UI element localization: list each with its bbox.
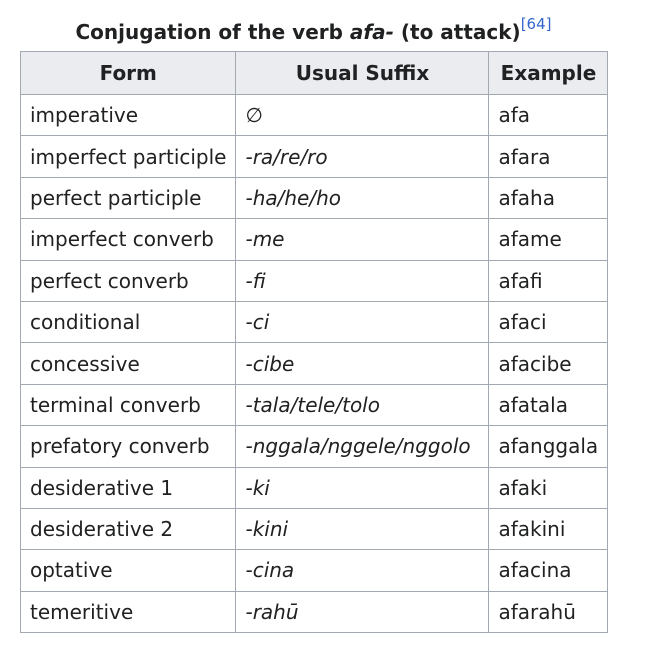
table-row bbox=[21, 384, 608, 425]
suffix-cell: -rahū bbox=[236, 591, 489, 632]
example-cell: afakini bbox=[489, 508, 608, 549]
table-row bbox=[21, 301, 608, 342]
suffix-cell: ∅ bbox=[236, 95, 489, 136]
example-cell: afafi bbox=[489, 260, 608, 301]
example-cell: afame bbox=[489, 219, 608, 260]
caption-prefix: Conjugation of the verb bbox=[75, 20, 350, 44]
table-row bbox=[21, 219, 608, 260]
suffix-cell: -ra/re/ro bbox=[236, 136, 489, 177]
example-cell: afaci bbox=[489, 301, 608, 342]
example-cell: afanggala bbox=[489, 426, 608, 467]
form-cell: concessive bbox=[21, 343, 236, 384]
suffix-cell: -tala/tele/tolo bbox=[236, 384, 489, 425]
table-row bbox=[21, 177, 608, 218]
form-cell: conditional bbox=[21, 301, 236, 342]
table-row bbox=[21, 591, 608, 632]
suffix-cell: -ki bbox=[236, 467, 489, 508]
caption-verb: afa- bbox=[349, 20, 394, 44]
table-row bbox=[21, 136, 608, 177]
example-cell: afacibe bbox=[489, 343, 608, 384]
header-usual-suffix: Usual Suffix bbox=[236, 52, 489, 95]
example-cell: afarahū bbox=[489, 591, 608, 632]
suffix-cell: -ci bbox=[236, 301, 489, 342]
form-cell: imperfect converb bbox=[21, 219, 236, 260]
caption-suffix: (to attack) bbox=[393, 20, 521, 44]
suffix-cell: -cibe bbox=[236, 343, 489, 384]
table-row bbox=[21, 550, 608, 591]
example-cell: afaki bbox=[489, 467, 608, 508]
form-cell: terminal converb bbox=[21, 384, 236, 425]
example-cell: afa bbox=[489, 95, 608, 136]
form-cell: desiderative 2 bbox=[21, 508, 236, 549]
suffix-cell: -me bbox=[236, 219, 489, 260]
header-form: Form bbox=[21, 52, 236, 95]
table-row bbox=[21, 95, 608, 136]
suffix-cell: -fi bbox=[236, 260, 489, 301]
form-cell: prefatory converb bbox=[21, 426, 236, 467]
form-cell: imperfect participle bbox=[21, 136, 236, 177]
example-cell: afatala bbox=[489, 384, 608, 425]
example-cell: afaha bbox=[489, 177, 608, 218]
form-cell: temeritive bbox=[21, 591, 236, 632]
example-cell: afacina bbox=[489, 550, 608, 591]
table-row bbox=[21, 467, 608, 508]
suffix-cell: -kini bbox=[236, 508, 489, 549]
suffix-cell: -cina bbox=[236, 550, 489, 591]
form-cell: perfect converb bbox=[21, 260, 236, 301]
form-cell: optative bbox=[21, 550, 236, 591]
form-cell: desiderative 1 bbox=[21, 467, 236, 508]
header-example: Example bbox=[489, 52, 608, 95]
table-row bbox=[21, 426, 608, 467]
form-cell: imperative bbox=[21, 95, 236, 136]
table-row bbox=[21, 260, 608, 301]
conjugation-table bbox=[20, 51, 608, 633]
header-row bbox=[21, 52, 608, 95]
table-row bbox=[21, 343, 608, 384]
reference-link[interactable]: [64] bbox=[520, 15, 552, 33]
table-row bbox=[21, 508, 608, 549]
suffix-cell: -ha/he/ho bbox=[236, 177, 489, 218]
suffix-cell: -nggala/nggele/nggolo bbox=[236, 426, 489, 467]
form-cell: perfect participle bbox=[21, 177, 236, 218]
reference-superscript[interactable] bbox=[521, 15, 552, 33]
example-cell: afara bbox=[489, 136, 608, 177]
table-caption bbox=[20, 14, 607, 50]
